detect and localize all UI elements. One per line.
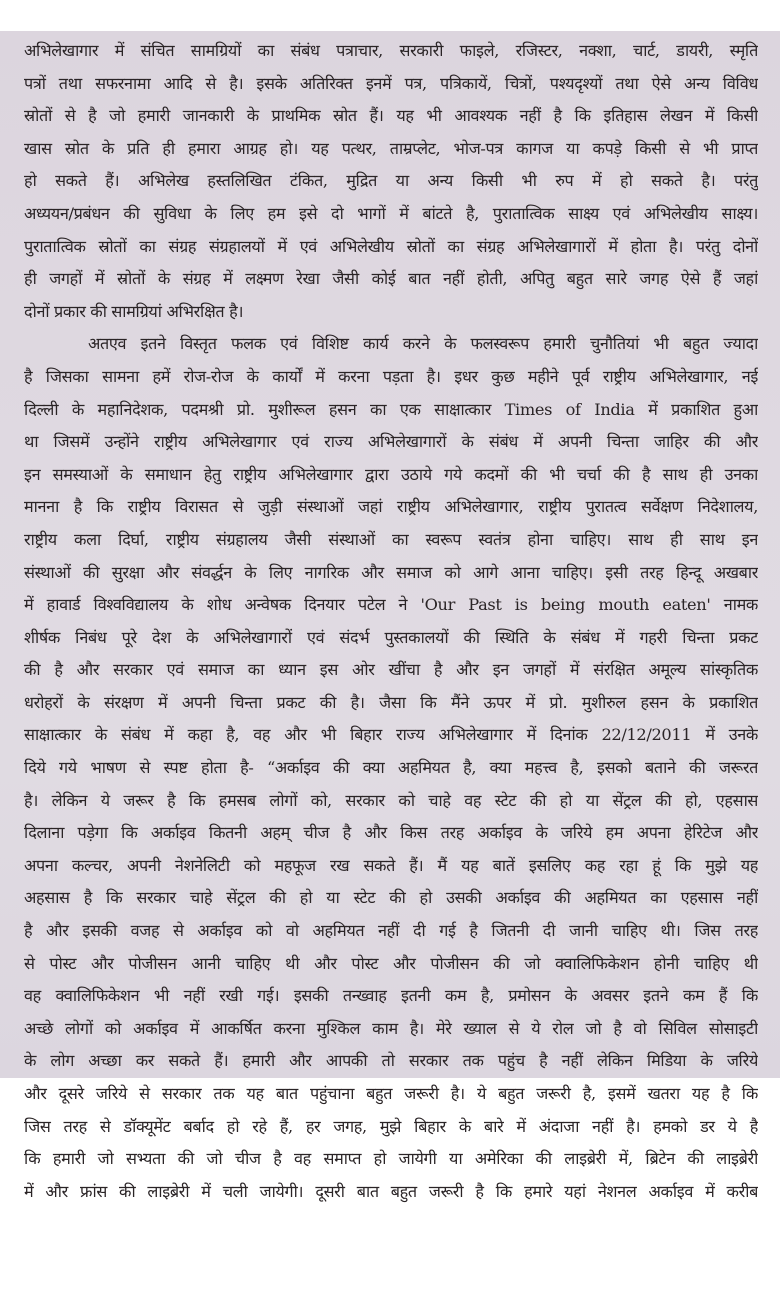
text-line: दोनों प्रकार की सामग्रियां अभिरक्षित है।: [24, 301, 244, 321]
text-line: कि हमारी जो सभ्यता की जो चीज है वह समाप्त हो जायेगी या अमेरिका की लाइब्रेरी में, ब्रिटेन की लाइब्रेरी: [24, 1149, 758, 1169]
text-line: संस्थाओं की सुरक्षा और संवर्द्धन के लिए नागरिक और समाज को आगे आना चाहिए। इसी तरह हिन्दू अखबार: [24, 562, 758, 582]
text-line: के लोग अच्छा कर सकते हैं। हमारी और आपकी तो सरकार तक पहुंच है नहीं लेकिन मिडिया के जरिये: [24, 1051, 758, 1071]
text-line: दिलाना पड़ेगा कि अर्काइव कितनी अहम् चीज है और किस तरह अर्काइव के जरिये हम अपना हेरिटेज और: [24, 823, 758, 843]
text-line: दिये गये भाषण से स्पष्ट होता है- “अर्काइव की क्या अहमियत है, क्या महत्त्व है, इसको बताने की जरूरत: [24, 758, 758, 778]
text-line: [24, 1274, 758, 1306]
text-line: अहसास है कि सरकार चाहे सेंट्रल की हो या स्टेट की हो उसकी अर्काइव की अहमियत का एहसास नहीं: [24, 888, 758, 908]
text-line: खास स्रोत के प्रति ही हमारा आग्रह हो। यह पत्थर, ताम्रप्लेट, भोज-पत्र कागज या कपड़े किसी से भी प्राप्त: [24, 138, 758, 158]
text-line: में हावार्ड विश्वविद्यालय के शोध अन्वेषक दिनयार पटेल ने 'Our Past is being mouth eaten' नामक: [24, 595, 758, 615]
text-line: हो सकते हैं। अभिलेख हस्तलिखित टंकित, मुद्रित या अन्य किसी भी रुप में हो सकते है। परंतु: [24, 171, 758, 191]
text-line: [24, 1241, 758, 1274]
text-line: और दूसरे जरिये से सरकार तक यह बात पहुंचाना बहुत जरूरी है। ये बहुत जरूरी है, इसमें खतरा यह है कि: [24, 1084, 758, 1103]
text-line: से पोस्ट और पोजीसन आनी चाहिए थी और पोस्ट और पोजीसन की जो क्वालिफिकेशन होनी चाहिए थी: [24, 953, 758, 973]
text-line: की है और सरकार एवं समाज का ध्यान इस ओर खींचा है और इन जगहों में संरक्षित अमूल्य सांस्कृतिक: [24, 660, 758, 680]
paragraph-1: [24, 35, 758, 328]
text-line: ही जगहों में स्रोतों के संग्रह में लक्ष्मण रेखा जैसी कोई बात नहीं होती, अपितु बहुत सारे जगह ऐसे हैं जहां: [24, 269, 758, 289]
text-line: पत्रों तथा सफरनामा आदि से है। इसके अतिरिक्त इनमें पत्र, पत्रिकायें, चित्रों, पश्यदृश्यों तथा ऐसे अन्य विविध: [24, 73, 758, 93]
text-line: मानना है कि राष्ट्रीय विरासत से जुड़ी संस्थाओं जहां राष्ट्रीय अभिलेखागार, राष्ट्रीय पुरातत्व सर्वेक्षण निदेशालय,: [24, 497, 758, 517]
text-line: इन समस्याओं के समाधान हेतु राष्ट्रीय अभिलेखागार द्वारा उठाये गये कदमों की भी चर्चा की है साथ ही उनका: [24, 464, 758, 484]
text-line: अध्ययन/प्रबंधन की सुविधा के लिए हम इसे दो भागों में बांटते है, पुरातात्विक साक्ष्य एवं अभिलेखीय साक्ष्य।: [24, 203, 758, 223]
text-line: [24, 1208, 758, 1241]
text-line: स्रोतों से है जो हमारी जानकारी के प्राथमिक स्रोत हैं। यह भी आवश्यक नहीं है कि इतिहास लेखन में किसी: [24, 106, 758, 126]
text-line: है। लेकिन ये जरूर है कि हमसब लोगों को, सरकार को चाहे वह स्टेट की हो या सेंट्रल की हो, एहसास: [24, 790, 758, 810]
text-line: दिल्ली के महानिदेशक, पदमश्री प्रो. मुशीरूल हसन का एक साक्षात्कार Times of India में प्रकाशित हुआ: [24, 399, 758, 419]
text-line: है जिसका सामना हमें रोज-रोज के कार्यों में करना पड़ता है। इधर कुछ महीने पूर्व राष्ट्रीय अभिलेखागार, नई: [24, 366, 758, 386]
text-line: अतएव इतने विस्तृत फलक एवं विशिष्ट कार्य करने के फलस्वरूप हमारी चुनौतियां भी बहुत ज्यादा: [88, 334, 758, 354]
paragraph-2: [24, 328, 758, 1306]
text-line: वह क्वालिफिकेशन भी नहीं रखी गई। इसकी तन्ख्वाह इतनी कम है, प्रमोसन के अवसर इतने कम हैं कि: [24, 986, 758, 1006]
text-line: में और फ्रांस की लाइब्रेरी में चली जायेगी। दूसरी बात बहुत जरूरी है कि हमारे यहां नेशनल अर्काइव में करीब: [24, 1181, 758, 1201]
text-line: अच्छे लोगों को अर्काइव में आकर्षित करना मुश्किल काम है। मेरे ख्याल से ये रोल जो है वो सिविल सोसाइटी: [24, 1018, 758, 1038]
text-line: जिस तरह से डॉक्यूमेंट बर्बाद हो रहे हैं, हर जगह, मुझे बिहार के बारे में अंदाजा नहीं है। हमको डर ये है: [24, 1116, 758, 1136]
text-line: अभिलेखागार में संचित सामग्रियों का संबंध पत्राचार, सरकारी फाइले, रजिस्टर, नक्शा, चार्ट, डायरी, स्मृति: [24, 41, 758, 60]
text-line: धरोहरों के संरक्षण में अपनी चिन्ता प्रकट की है। जैसा कि मैंने ऊपर में प्रो. मुशीरुल हसन के प्रकाशित: [24, 692, 758, 712]
text-line: अपना कल्चर, अपनी नेशनेलिटी को महफूज रख सकते हैं। मैं यह बातें इसलिए कह रहा हूं कि मुझे यह: [24, 855, 758, 875]
text-line: साक्षात्कार के संबंध में कहा है, वह और भी बिहार राज्य अभिलेखागार में दिनांक 22/12/2011 में उनके: [24, 725, 758, 745]
scanned-page: [0, 31, 780, 1201]
document-body: [24, 35, 758, 1306]
text-line: शीर्षक निबंध पूरे देश के अभिलेखागारों एवं संदर्भ पुस्तकालयों की स्थिति के संबंध में गहरी चिन्ता प्रकट: [24, 627, 758, 647]
text-line: है और इसकी वजह से अर्काइव को वो अहमियत नहीं दी गई है जितनी दी जानी चाहिए थी। जिस तरह: [24, 921, 758, 941]
text-line: राष्ट्रीय कला दिर्घा, राष्ट्रीय संग्रहालय जैसी संस्थाओं का स्वरूप स्वतंत्र होना चाहिए। साथ ही साथ इन: [24, 529, 758, 549]
text-line: था जिसमें उन्होंने राष्ट्रीय अभिलेखागार एवं राज्य अभिलेखागारों के संबंध में अपनी चिन्ता जाहिर की और: [24, 432, 758, 452]
text-line: पुरातात्विक स्रोतों का संग्रह संग्रहालयों में एवं अभिलेखीय स्रोतों का संग्रह अभिलेखागारों में होता है। परंतु दोनों: [24, 236, 758, 256]
